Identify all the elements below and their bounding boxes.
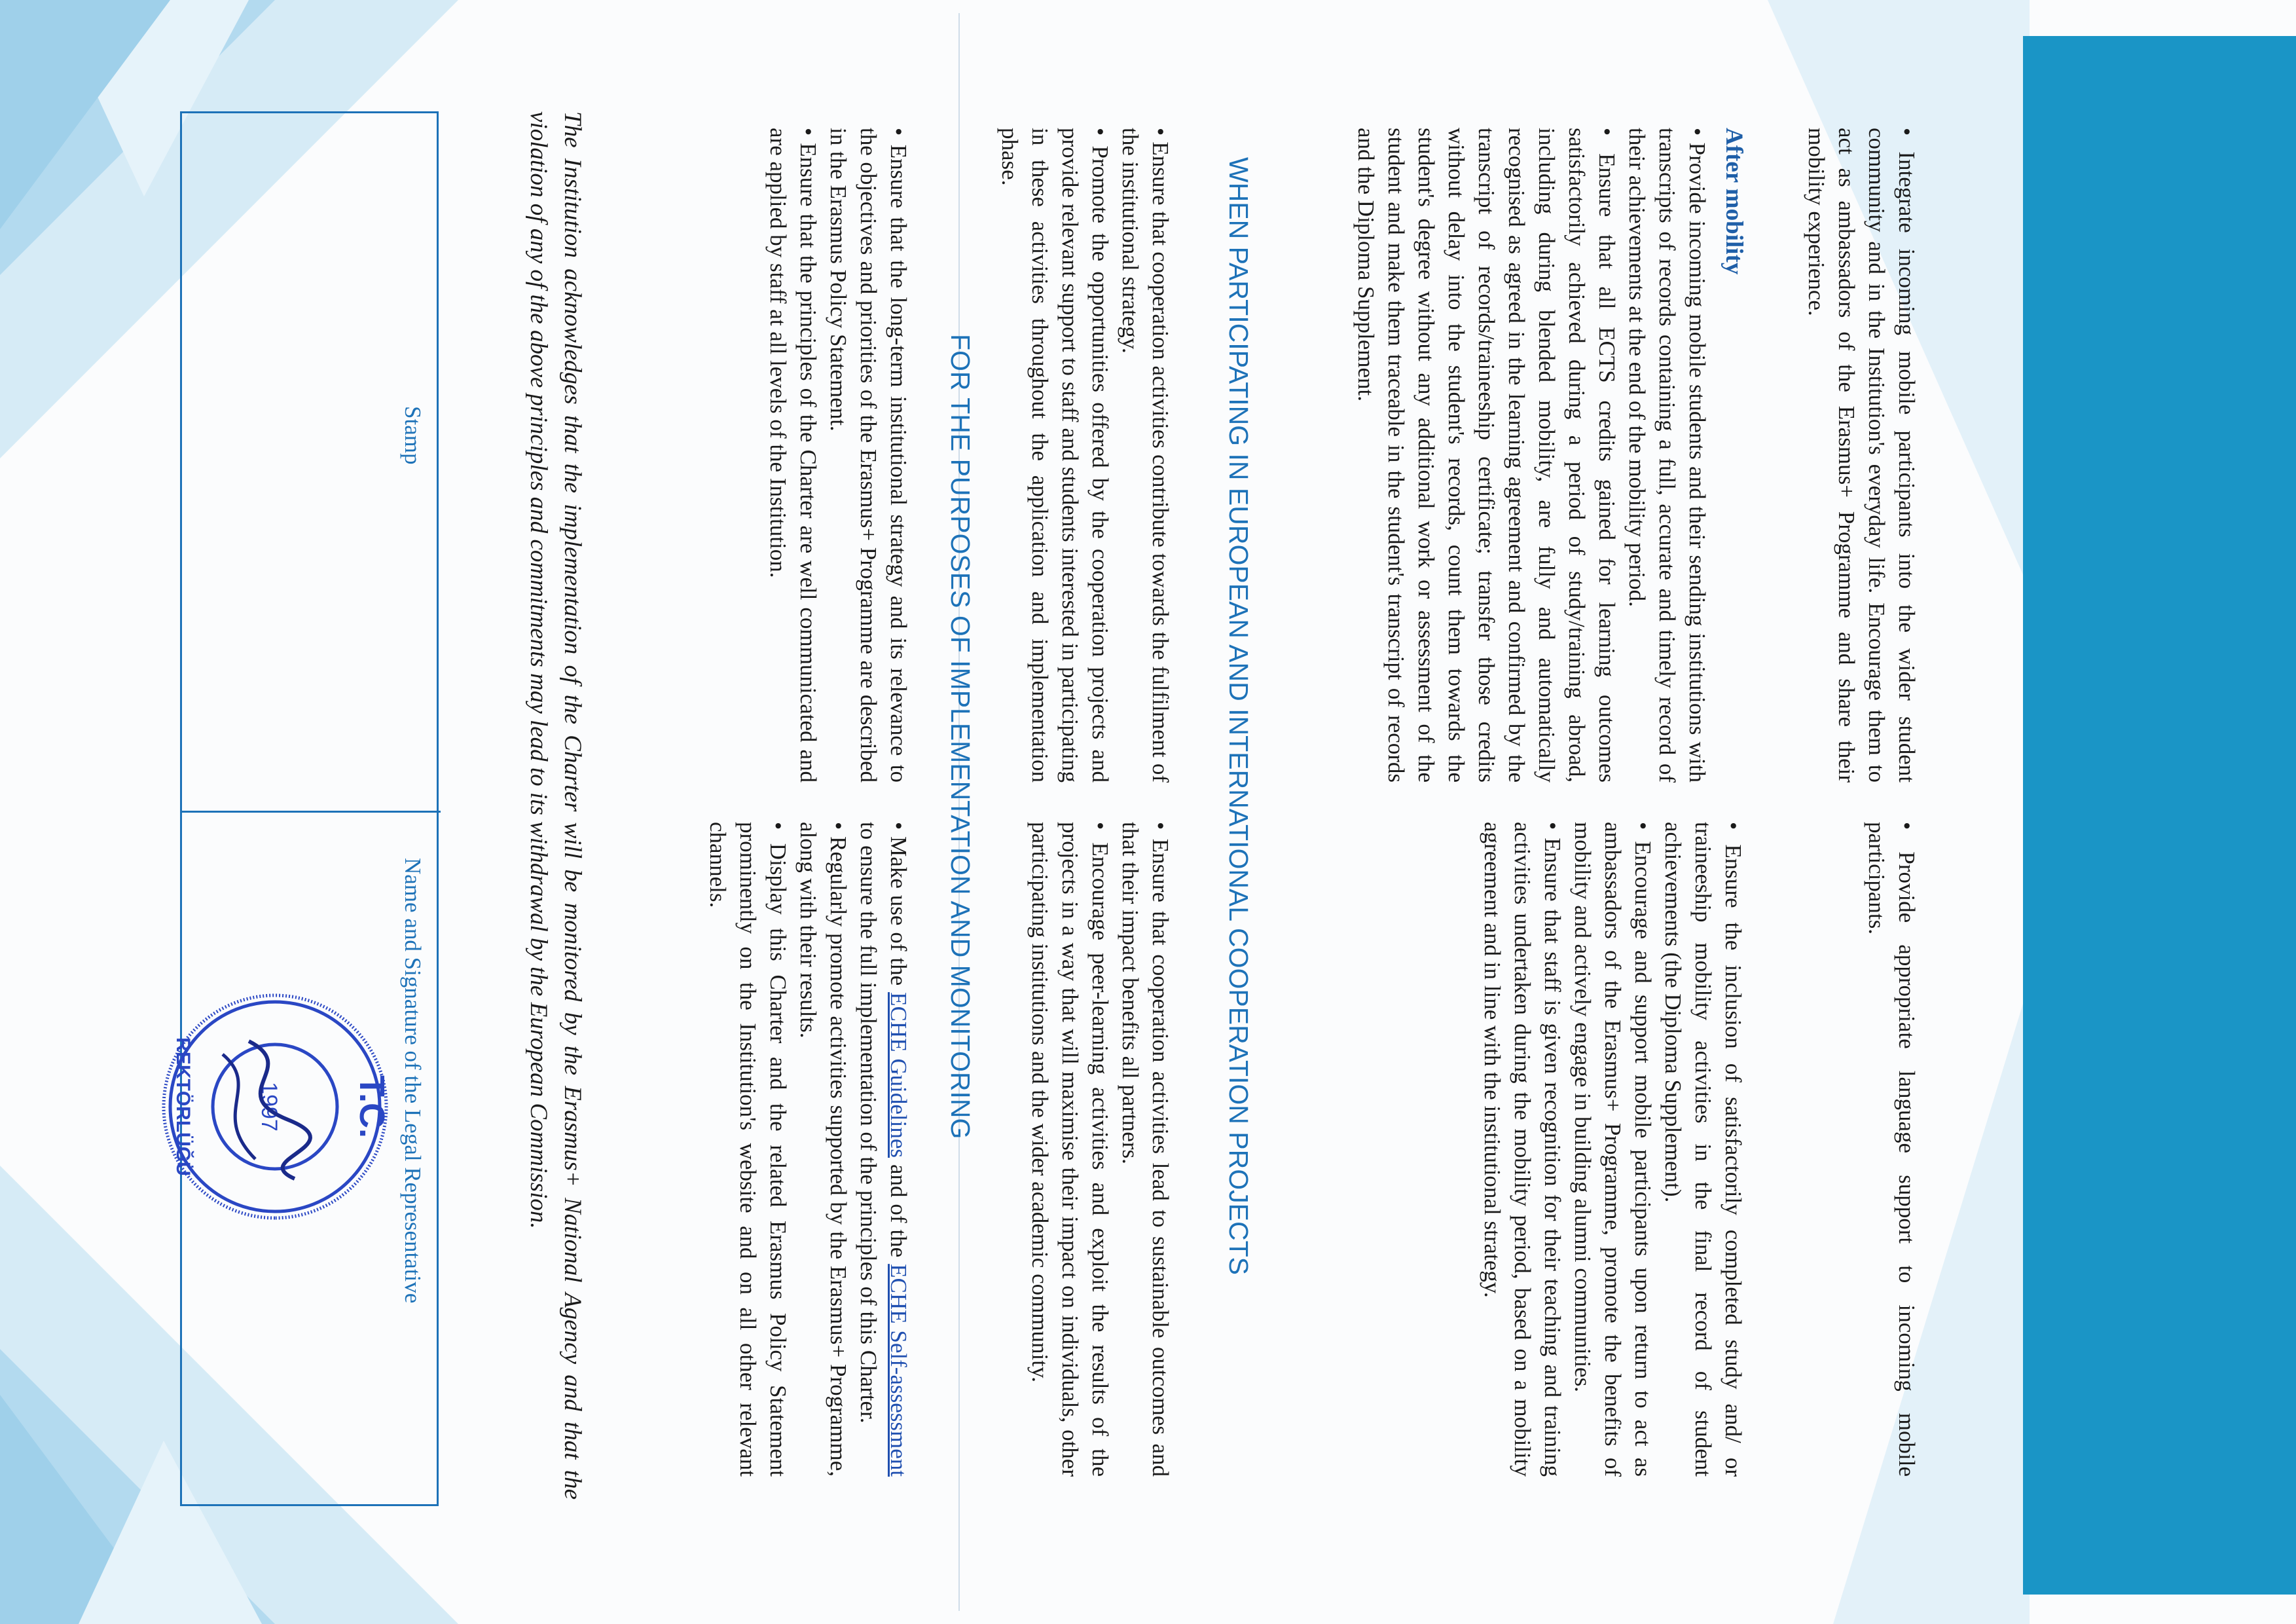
- bullet-impl-guidelines: • Make use of the ECHE Guidelines and of the ECHE Self-assessment to ensure the full implementation of the principles of this Charter.: [853, 822, 913, 1477]
- acknowledgement: [511, 111, 589, 1500]
- bullet-impl-strategy: • Ensure that the long-term institutional strategy and its relevance to the objectives and priorities of the Erasmus+ Programme are described in the Erasmus Policy Statement.: [823, 128, 913, 783]
- signature-box-divider: [182, 811, 441, 813]
- implementation-left: [717, 128, 913, 783]
- after-mobility-left: [1260, 128, 1712, 783]
- bullet-impl-promote: • Regularly promote activities supported by the Erasmus+ Programme, along with their results.: [793, 822, 853, 1477]
- bullet-impl-communicate: • Ensure that the principles of the Charter are well communicated and are applied by staff at all levels of the Institution.: [763, 128, 823, 783]
- bullet-language: • Provide appropriate language support to incoming mobile participants.: [1861, 822, 1922, 1477]
- cooperation-section-title: [1214, 157, 1254, 1467]
- signature-label-text: Name and Signature of the Legal Representative: [400, 858, 426, 1304]
- language-block-inner: [1791, 822, 1922, 1477]
- bullet-staff-recognition: • Ensure that staff is given recognition for their teaching and training activities undertaken during the mobility period, based on a mobility agreement and in line with the institutional strategy.: [1477, 822, 1567, 1477]
- cooperation-right: [1005, 822, 1175, 1477]
- svg-text:T.C.: T.C.: [352, 1075, 392, 1139]
- implementation-right: [678, 822, 913, 1477]
- after-mobility-heading-text: After mobility: [1721, 128, 1747, 275]
- svg-text:REKTÖRLÜĞÜ: REKTÖRLÜĞÜ: [172, 1037, 194, 1176]
- bullet-integrate: • Integrate incoming mobile participants into the wider student community and in the Institution's everyday life. Encourage them to act as ambassadors of the Erasmus+ Programme and share their mobility experience.: [1801, 128, 1922, 783]
- university-seal: [131, 963, 419, 1251]
- bullet-transcripts: • Provide incoming mobile students and their sending institutions with transcripts of records containing a full, accurate and timely record of their achievements at the end of the mobility period.: [1622, 128, 1712, 783]
- cooperation-right-inner: [1005, 822, 1175, 1477]
- bullet-diploma-supplement: • Ensure the inclusion of satisfactorily completed study and/ or traineeship mobility activities in the final record of student achievements (the Diploma Supplement).: [1658, 822, 1748, 1477]
- integrate-block: [1791, 128, 1922, 783]
- implementation-section-title: [936, 334, 975, 1316]
- bullet-ambassadors: • Encourage and support mobile participants upon return to act as ambassadors of the Erasmus+ Programme, promote the benefits of mobility and actively engage in building alumni communities.: [1567, 822, 1658, 1477]
- bullet-ects-recognition: • Ensure that all ECTS credits gained for learning outcomes satisfactorily achieved during a period of study/training abroad, including during blended mobility, are fully and automatically recognised as agreed in the learning agreement and confirmed by the transcript of records/traineeship certificate; transfer those credits without delay into the student's records, count them towards the student's degree without any additional work or assessment of the student and make them traceable in the student's transcript of records and the Diploma Supplement.: [1351, 128, 1622, 783]
- integrate-block-inner: [1791, 128, 1922, 783]
- bullet-coop-sustainable: • Ensure that cooperation activities lead to sustainable outcomes and that their impact benefits all partners.: [1115, 822, 1175, 1477]
- cooperation-section-title-text: WHEN PARTICIPATING IN EUROPEAN AND INTERNATIONAL COOPERATION PROJECTS: [1224, 157, 1254, 1276]
- svg-text:1997: 1997: [257, 1082, 282, 1132]
- bullet-coop-peer-learning: • Encourage peer-learning activities and exploit the results of the projects in a way that will maximise their impact on individuals, other participating institutions and the wider academic community.: [1025, 822, 1115, 1477]
- implementation-left-inner: [717, 128, 913, 783]
- eche-guidelines-link[interactable]: ECHE Guidelines: [886, 992, 911, 1158]
- bullet-coop-strategy: • Ensure that cooperation activities contribute towards the fulfilment of the institutional strategy.: [1115, 128, 1175, 783]
- cooperation-left-inner: [997, 128, 1175, 783]
- eche-self-assessment-link[interactable]: ECHE Self-assessment: [886, 1264, 911, 1477]
- stamp-label-text: Stamp: [400, 406, 426, 465]
- cooperation-left: [997, 128, 1175, 783]
- implementation-section-title-text: FOR THE PURPOSES OF IMPLEMENTATION AND MONITORING: [945, 334, 975, 1139]
- bullet-coop-promote: • Promote the opportunities offered by the cooperation projects and provide relevant support to staff and students interested in participating in these activities throughout the application and implementation phase.: [994, 128, 1115, 783]
- language-block: [1791, 822, 1922, 1477]
- after-mobility-heading: [1715, 128, 1748, 324]
- after-mobility-right: [1257, 822, 1748, 1477]
- after-mobility-right-inner: [1257, 822, 1748, 1477]
- implementation-right-inner: [678, 822, 913, 1477]
- bullet-impl-display: • Display this Charter and the related Erasmus Policy Statement prominently on the Institution's website and on all other relevant channels.: [702, 822, 793, 1477]
- acknowledgement-text: The Institution acknowledges that the implementation of the Charter will be monitored by the Erasmus+ National Agency and that the violation of any of the above principles and commitments may lead to its withdrawal by the European Commission.: [525, 111, 586, 1500]
- blue-side-band: [2023, 36, 2296, 1595]
- after-mobility-left-inner: [1260, 128, 1712, 783]
- stamp-label: [393, 406, 426, 537]
